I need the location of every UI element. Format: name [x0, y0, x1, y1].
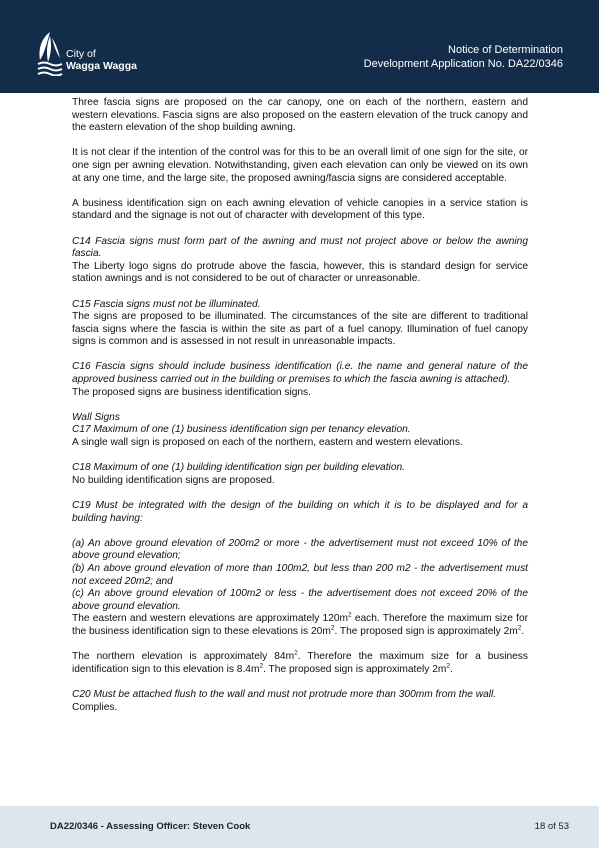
logo-line-2: Wagga Wagga [66, 60, 137, 72]
council-logo [36, 30, 146, 76]
control-c19-item-b: (b) An above ground elevation of more than 100m2, but less than 200 m2 - the advertisement must not exceed 20m2; and [72, 562, 528, 587]
control-c14-heading: C14 Fascia signs must form part of the awning and must not project above or below the awning fascia. [72, 235, 528, 260]
control-c19-response-2: The northern elevation is approximately $84m^2$. Therefore the maximum size for a business identification sign to this elevation is $8.4m^2$. The proposed sign is approximately $2m^2$. [72, 649, 528, 675]
document-body [72, 97, 528, 727]
control-c18-response: No building identification signs are proposed. [72, 474, 275, 486]
control-c17-heading: C17 Maximum of one (1) business identification sign per tenancy elevation. [72, 424, 411, 436]
control-c14-response: The Liberty logo signs do protrude above the fascia, however, this is standard design for service station awnings and is not considered to be out of character or unreasonable. [72, 260, 528, 285]
logo-line-1: City of [66, 48, 96, 60]
application-number: Development Application No. DA22/0346 [363, 58, 563, 70]
page-number: 18 of 53 [534, 821, 569, 832]
paragraph: It is not clear if the intention of the control was for this to be an overall limit of one sign for the site, or one sign per awning elevation. Notwithstanding, given each elevation can only be viewed on its own at any one time, and the large site, the proposed awning/fascia signs are considered acceptable. [72, 147, 528, 184]
control-c20-heading: C20 Must be attached flush to the wall and must not protrude more than 300mm from the wall. [72, 688, 497, 700]
control-c16-heading: C16 Fascia signs should include business identification (i.e. the name and general nature of the approved business carried out in the building or premises to which the fascia awning is attached). [72, 361, 528, 386]
document-title: Notice of Determination [448, 44, 563, 56]
control-c15-heading: C15 Fascia signs must not be illuminated. [72, 298, 261, 310]
paragraph: Three fascia signs are proposed on the car canopy, one on each of the northern, eastern and western elevations. Fascia signs are also proposed on the eastern elevation of the truck canopy and the eastern elevation of the shop building awning. [72, 97, 528, 134]
control-c18-heading: C18 Maximum of one (1) building identification sign per building elevation. [72, 462, 405, 474]
page-header [0, 0, 599, 93]
wall-signs-heading: Wall Signs [72, 411, 120, 423]
control-c16-response: The proposed signs are business identification signs. [72, 386, 311, 398]
footer-officer: DA22/0346 - Assessing Officer: Steven Cook [50, 821, 251, 832]
paragraph: A business identification sign on each awning elevation of vehicle canopies in a service station is standard and the signage is not out of character with development of this type. [72, 197, 528, 222]
control-c20-response: Complies. [72, 701, 118, 713]
control-c19-item-a: (a) An above ground elevation of 200m2 or more - the advertisement must not exceed 10% of the above ground elevation; [72, 537, 528, 562]
control-c19-heading: C19 Must be integrated with the design of the building on which it is to be displayed and for a building having: [72, 500, 528, 524]
page-footer [0, 806, 599, 848]
wagga-crest-icon [36, 30, 64, 76]
control-c19-item-c: (c) An above ground elevation of 100m2 or less - the advertisement does not exceed 20% of the above ground elevation. [72, 588, 528, 612]
control-c15-response: The signs are proposed to be illuminated. The circumstances of the site are different to traditional fascia signs where the fascia is within the site as part of a fuel canopy. Illumination of fuel canopy signs is common and is assessed in not result in unreasonable impacts. [72, 311, 528, 348]
control-c19-response-1: The eastern and western elevations are approximately $120m^2$ each. Therefore the maximum size for the business identification sign to these elevations is $20m^2$. The proposed sign is approximately $2m^2$. [72, 611, 529, 637]
control-c17-response: A single wall sign is proposed on each of the northern, eastern and western elevations. [72, 437, 463, 449]
